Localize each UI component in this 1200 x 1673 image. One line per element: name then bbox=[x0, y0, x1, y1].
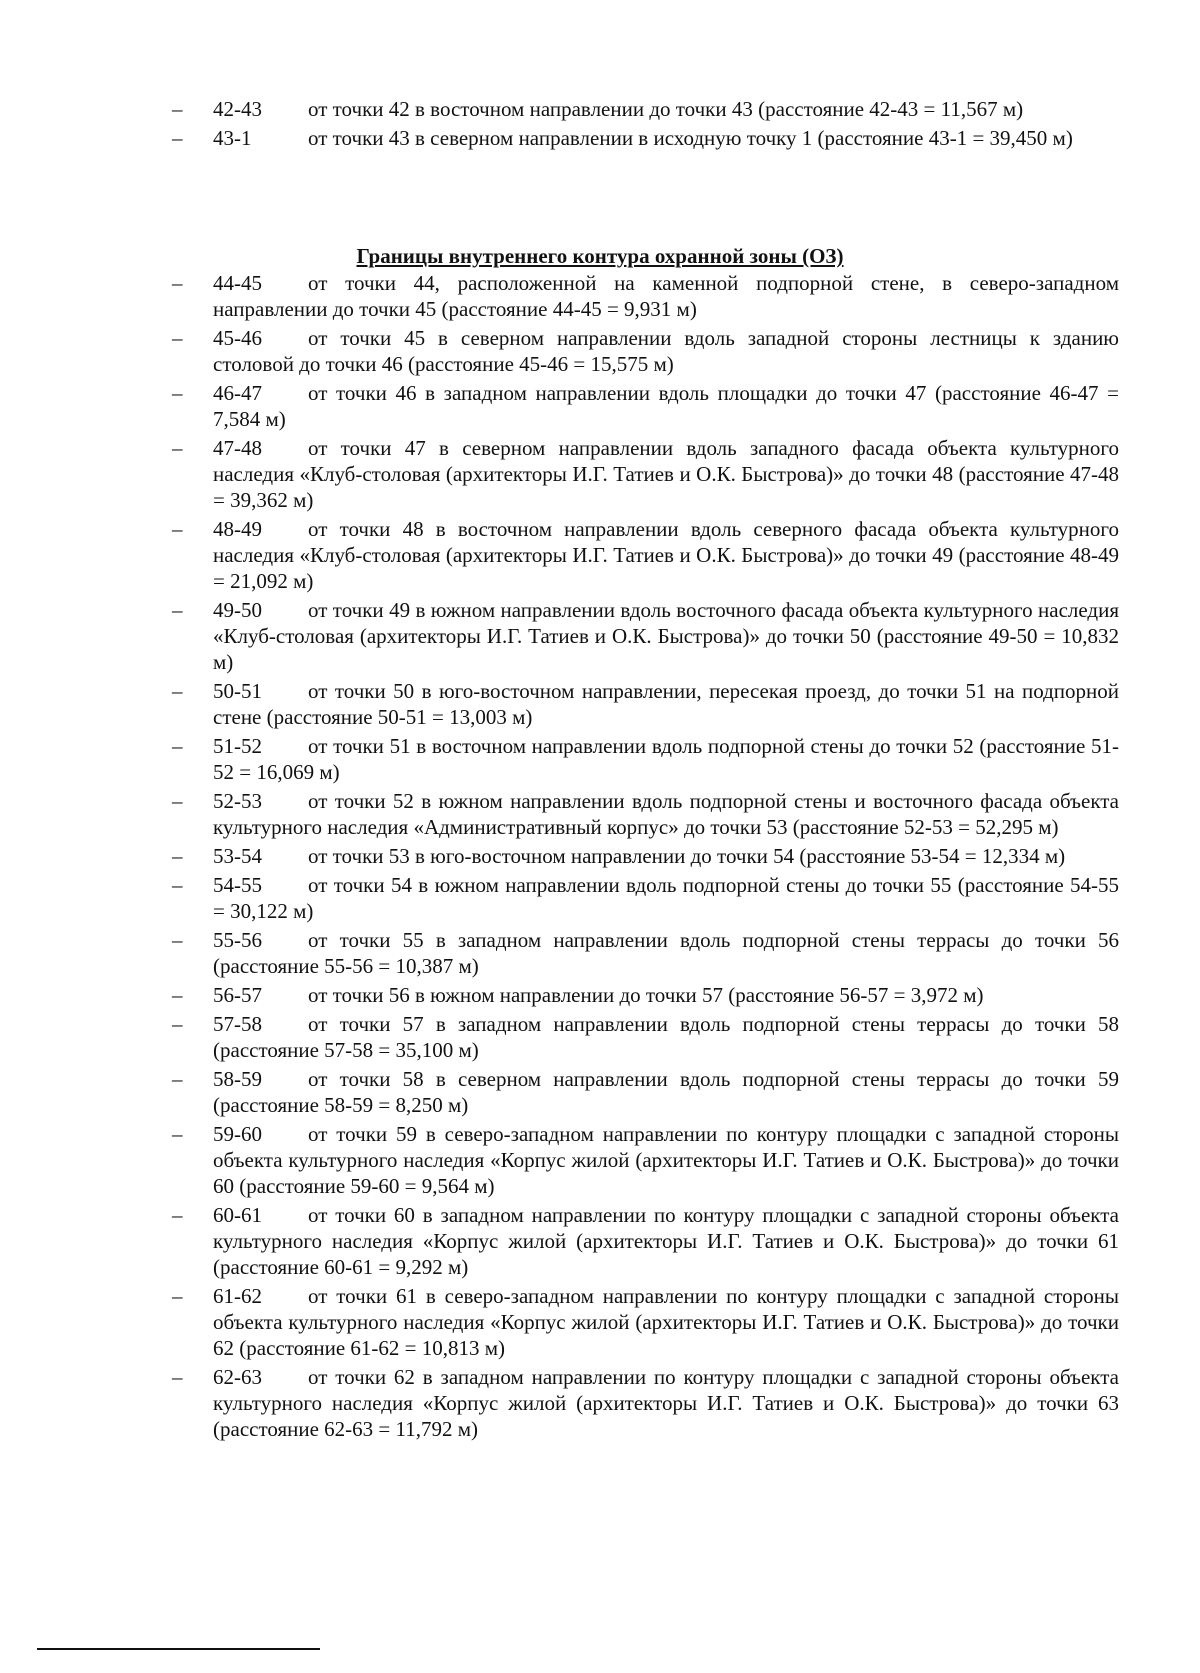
list-dash: – bbox=[172, 271, 183, 295]
segment-text: от точки 48 в восточном направлении вдоль северного фасада объекта культурного наследия «Клуб-столовая (архитекторы И.Г. Татиев и О.К. Быстрова)» до точки 49 (расстояние 48-49 = 21,092 м) bbox=[213, 517, 1119, 593]
segment-text: от точки 49 в южном направлении вдоль восточного фасада объекта культурного наследия «Клуб-столовая (архитекторы И.Г. Татиев и О.К. Быстрова)» до точки 50 (расстояние 49-50 = 10,832 м) bbox=[213, 598, 1119, 674]
boundary-segment-item bbox=[0, 788, 1200, 840]
list-dash: – bbox=[172, 1365, 183, 1389]
segment-description bbox=[213, 733, 1119, 785]
segment-description bbox=[213, 982, 1119, 1008]
segment-code: 45-46 bbox=[213, 326, 262, 350]
list-dash: – bbox=[172, 326, 183, 350]
segment-description bbox=[213, 788, 1119, 840]
list-dash: – bbox=[172, 97, 183, 121]
segment-text: от точки 47 в северном направлении вдоль западного фасада объекта культурного наследия «Клуб-столовая (архитекторы И.Г. Татиев и О.К. Быстрова)» до точки 48 (расстояние 47-48 = 39,362 м) bbox=[213, 436, 1119, 512]
segment-description bbox=[213, 1364, 1119, 1442]
segment-description bbox=[213, 1066, 1119, 1118]
list-dash: – bbox=[172, 873, 183, 897]
boundary-segment-item bbox=[0, 843, 1200, 869]
segment-code: 48-49 bbox=[213, 517, 262, 541]
segment-code: 62-63 bbox=[213, 1365, 262, 1389]
segment-description bbox=[213, 270, 1119, 322]
list-dash: – bbox=[172, 381, 183, 405]
segment-text: от точки 57 в западном направлении вдоль подпорной стены террасы до точки 58 (расстояние 57-58 = 35,100 м) bbox=[213, 1012, 1119, 1062]
segment-description bbox=[213, 843, 1119, 869]
list-dash: – bbox=[172, 1067, 183, 1091]
section-heading: Границы внутреннего контура охранной зоны (ОЗ) bbox=[356, 244, 844, 268]
segment-text: от точки 58 в северном направлении вдоль подпорной стены террасы до точки 59 (расстояние 58-59 = 8,250 м) bbox=[213, 1067, 1119, 1117]
segment-description bbox=[213, 435, 1119, 513]
segment-text: от точки 46 в западном направлении вдоль площадки до точки 47 (расстояние 46-47 = 7,584 м) bbox=[213, 381, 1119, 431]
segment-text: от точки 60 в западном направлении по контуру площадки с западной стороны объекта культурного наследия «Корпус жилой (архитекторы И.Г. Татиев и О.К. Быстрова)» до точки 61 (расстояние 60-61 = 9,292 м) bbox=[213, 1203, 1119, 1279]
segment-text: от точки 52 в южном направлении вдоль подпорной стены и восточного фасада объекта культурного наследия «Административный корпус» до точки 53 (расстояние 52-53 = 52,295 м) bbox=[213, 789, 1119, 839]
list-dash: – bbox=[172, 734, 183, 758]
boundary-list-inner-contour bbox=[0, 270, 1200, 1442]
segment-text: от точки 50 в юго-восточном направлении, пересекая проезд, до точки 51 на подпорной стене (расстояние 50-51 = 13,003 м) bbox=[213, 679, 1119, 729]
boundary-segment-item bbox=[0, 125, 1200, 151]
list-dash: – bbox=[172, 1122, 183, 1146]
list-dash: – bbox=[172, 844, 183, 868]
segment-description bbox=[213, 1202, 1119, 1280]
segment-description bbox=[213, 125, 1119, 151]
boundary-segment-item bbox=[0, 1066, 1200, 1118]
segment-code: 54-55 bbox=[213, 873, 262, 897]
boundary-segment-item bbox=[0, 1011, 1200, 1063]
segment-code: 51-52 bbox=[213, 734, 262, 758]
segment-description bbox=[213, 1121, 1119, 1199]
segment-text: от точки 51 в восточном направлении вдоль подпорной стены до точки 52 (расстояние 51-52 = 16,069 м) bbox=[213, 734, 1119, 784]
boundary-segment-item bbox=[0, 1283, 1200, 1361]
segment-code: 49-50 bbox=[213, 598, 262, 622]
segment-code: 50-51 bbox=[213, 679, 262, 703]
list-dash: – bbox=[172, 789, 183, 813]
segment-description bbox=[213, 325, 1119, 377]
list-dash: – bbox=[172, 679, 183, 703]
segment-text: от точки 59 в северо-западном направлении по контуру площадки с западной стороны объекта культурного наследия «Корпус жилой (архитекторы И.Г. Татиев и О.К. Быстрова)» до точки 60 (расстояние 59-60 = 9,564 м) bbox=[213, 1122, 1119, 1198]
footnote-divider bbox=[37, 1648, 320, 1650]
segment-code: 44-45 bbox=[213, 271, 262, 295]
segment-code: 58-59 bbox=[213, 1067, 262, 1091]
segment-code: 46-47 bbox=[213, 381, 262, 405]
boundary-segment-item bbox=[0, 597, 1200, 675]
segment-code: 47-48 bbox=[213, 436, 262, 460]
list-dash: – bbox=[172, 598, 183, 622]
segment-code: 53-54 bbox=[213, 844, 262, 868]
segment-text: от точки 55 в западном направлении вдоль подпорной стены террасы до точки 56 (расстояние 55-56 = 10,387 м) bbox=[213, 928, 1119, 978]
segment-code: 61-62 bbox=[213, 1284, 262, 1308]
segment-description bbox=[213, 96, 1119, 122]
list-dash: – bbox=[172, 1203, 183, 1227]
segment-code: 56-57 bbox=[213, 983, 262, 1007]
segment-code: 59-60 bbox=[213, 1122, 262, 1146]
list-dash: – bbox=[172, 517, 183, 541]
segment-description bbox=[213, 1011, 1119, 1063]
boundary-segment-item bbox=[0, 1202, 1200, 1280]
boundary-segment-item bbox=[0, 516, 1200, 594]
segment-text: от точки 42 в восточном направлении до точки 43 (расстояние 42-43 = 11,567 м) bbox=[308, 97, 1024, 121]
boundary-segment-item bbox=[0, 1364, 1200, 1442]
segment-text: от точки 45 в северном направлении вдоль западной стороны лестницы к зданию столовой до точки 46 (расстояние 45-46 = 15,575 м) bbox=[213, 326, 1119, 376]
boundary-segment-item bbox=[0, 872, 1200, 924]
boundary-segment-item bbox=[0, 96, 1200, 122]
list-dash: – bbox=[172, 928, 183, 952]
boundary-segment-item bbox=[0, 380, 1200, 432]
segment-code: 52-53 bbox=[213, 789, 262, 813]
list-dash: – bbox=[172, 1284, 183, 1308]
segment-code: 42-43 bbox=[213, 97, 262, 121]
segment-code: 57-58 bbox=[213, 1012, 262, 1036]
list-dash: – bbox=[172, 436, 183, 460]
boundary-segment-item bbox=[0, 270, 1200, 322]
segment-description bbox=[213, 678, 1119, 730]
segment-code: 60-61 bbox=[213, 1203, 262, 1227]
boundary-segment-item bbox=[0, 1121, 1200, 1199]
segment-text: от точки 61 в северо-западном направлении по контуру площадки с западной стороны объекта культурного наследия «Корпус жилой (архитекторы И.Г. Татиев и О.К. Быстрова)» до точки 62 (расстояние 61-62 = 10,813 м) bbox=[213, 1284, 1119, 1360]
segment-code: 55-56 bbox=[213, 928, 262, 952]
segment-description bbox=[213, 1283, 1119, 1361]
segment-description bbox=[213, 597, 1119, 675]
segment-text: от точки 54 в южном направлении вдоль подпорной стены до точки 55 (расстояние 54-55 = 30,122 м) bbox=[213, 873, 1119, 923]
segment-description bbox=[213, 927, 1119, 979]
segment-text: от точки 62 в западном направлении по контуру площадки с западной стороны объекта культурного наследия «Корпус жилой (архитекторы И.Г. Татиев и О.К. Быстрова)» до точки 63 (расстояние 62-63 = 11,792 м) bbox=[213, 1365, 1119, 1441]
boundary-segment-item bbox=[0, 678, 1200, 730]
list-dash: – bbox=[172, 1012, 183, 1036]
boundary-segment-item bbox=[0, 733, 1200, 785]
segment-text: от точки 44, расположенной на каменной подпорной стене, в северо-западном направлении до точки 45 (расстояние 44-45 = 9,931 м) bbox=[213, 271, 1119, 321]
segment-text: от точки 56 в южном направлении до точки 57 (расстояние 56-57 = 3,972 м) bbox=[308, 983, 984, 1007]
segment-code: 43-1 bbox=[213, 126, 252, 150]
list-dash: – bbox=[172, 126, 183, 150]
boundary-segment-item bbox=[0, 435, 1200, 513]
segment-description bbox=[213, 380, 1119, 432]
boundary-segment-item bbox=[0, 325, 1200, 377]
boundary-segment-item bbox=[0, 927, 1200, 979]
boundary-segment-item bbox=[0, 982, 1200, 1008]
list-dash: – bbox=[172, 983, 183, 1007]
segment-text: от точки 43 в северном направлении в исходную точку 1 (расстояние 43-1 = 39,450 м) bbox=[308, 126, 1073, 150]
boundary-list-outer-tail bbox=[0, 96, 1200, 151]
segment-description bbox=[213, 872, 1119, 924]
segment-description bbox=[213, 516, 1119, 594]
segment-text: от точки 53 в юго-восточном направлении до точки 54 (расстояние 53-54 = 12,334 м) bbox=[308, 844, 1066, 868]
